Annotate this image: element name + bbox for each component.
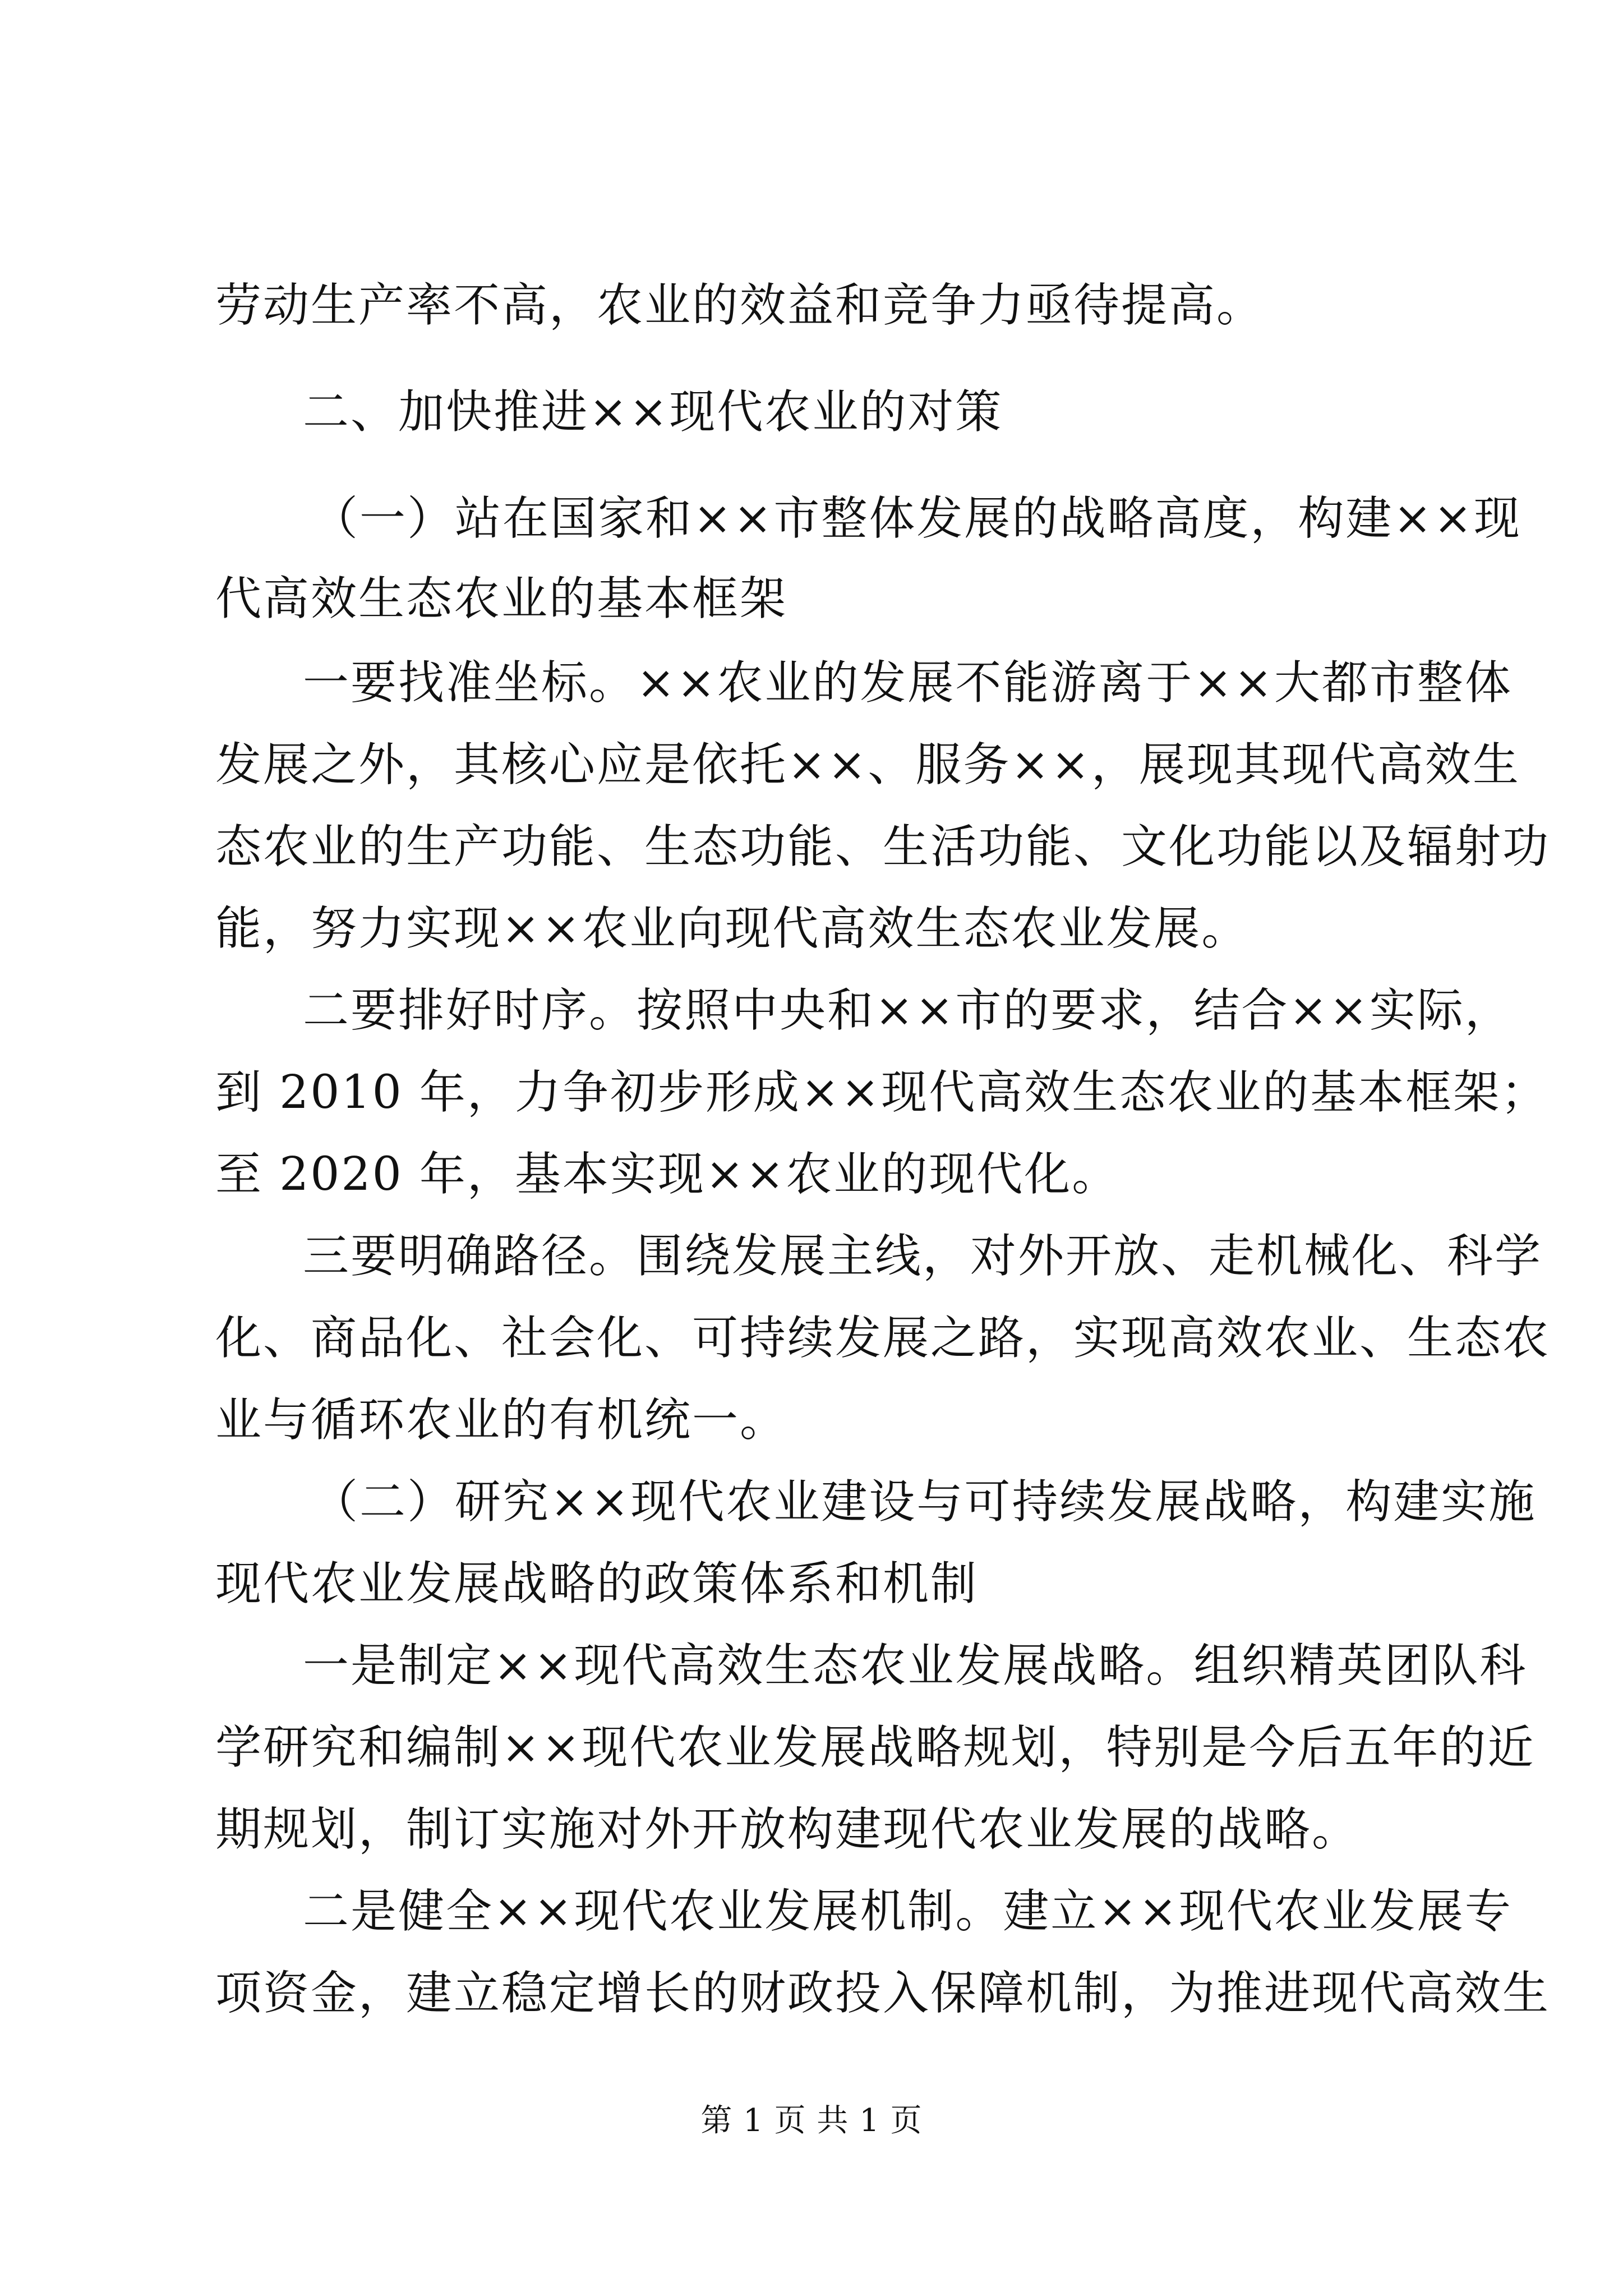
paragraph-line: 业与循环农业的有机统一。: [215, 1393, 788, 1447]
subsection-heading-1-line-1: （一）站在国家和××市整体发展的战略高度，构建××现: [312, 492, 1521, 545]
paragraph-line: 学研究和编制××现代农业发展战略规划，特别是今后五年的近: [215, 1721, 1536, 1774]
page-footer: 第 1 页 共 1 页: [700, 2102, 923, 2139]
subsection-heading-2-line-1: （二）研究××现代农业建设与可持续发展战略，构建实施: [312, 1475, 1537, 1529]
section-heading-2: 二、加快推进××现代农业的对策: [303, 385, 1003, 439]
paragraph-line: 项资金，建立稳定增长的财政投入保障机制，为推进现代高效生: [215, 1967, 1551, 2020]
paragraph-line: 二是健全××现代农业发展机制。建立××现代农业发展专: [303, 1885, 1513, 1938]
paragraph-line: 期规划，制订实施对外开放构建现代农业发展的战略。: [215, 1803, 1360, 1856]
paragraph-line: 到 2010 年，力争初步形成××现代高效生态农业的基本框架；: [215, 1066, 1549, 1119]
subsection-heading-1-line-2: 代高效生态农业的基本框架: [215, 572, 788, 625]
text-line-continuation: 劳动生产率不高，农业的效益和竞争力亟待提高。: [215, 279, 1265, 332]
paragraph-line: 一要找准坐标。××农业的发展不能游离于××大都市整体: [303, 656, 1513, 710]
paragraph-line: 发展之外，其核心应是依托××、服务××，展现其现代高效生: [215, 738, 1520, 792]
paragraph-line: 化、商品化、社会化、可持续发展之路，实现高效农业、生态农: [215, 1312, 1551, 1365]
paragraph-line: 三要明确路径。围绕发展主线，对外开放、走机械化、科学: [303, 1230, 1543, 1283]
paragraph-line: 能，努力实现××农业向现代高效生态农业发展。: [215, 902, 1249, 955]
paragraph-line: 态农业的生产功能、生态功能、生活功能、文化功能以及辐射功: [215, 820, 1551, 873]
paragraph-line: 二要排好时序。按照中央和××市的要求，结合××实际，: [303, 984, 1513, 1037]
paragraph-line: 至 2020 年，基本实现××农业的现代化。: [215, 1148, 1120, 1201]
subsection-heading-2-line-2: 现代农业发展战略的政策体系和机制: [215, 1557, 979, 1611]
paragraph-line: 一是制定××现代高效生态农业发展战略。组织精英团队科: [303, 1639, 1528, 1692]
